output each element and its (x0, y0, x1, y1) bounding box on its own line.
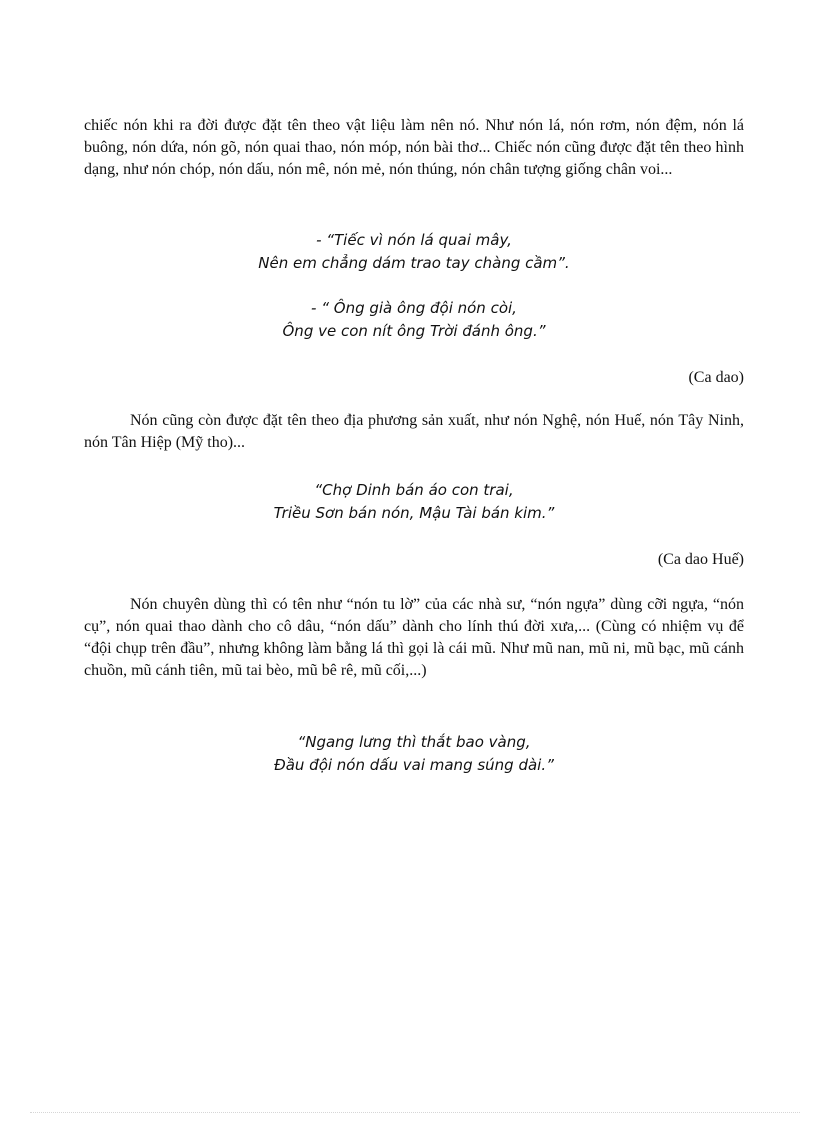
paragraph-text: chiếc nón khi ra đời được đặt tên theo vật liệu làm nên nó. Như nón lá, nón rơm, nón đệm, nón lá buông, nón dứa, nón gõ, nón quai thao, nón móp, nón bài thơ... Chiếc nón cũng được đặt tên theo hình dạng, như nón chóp, nón dấu, nón mê, nón mẻ, nón thúng, nón chân tượng giống chân voi... (84, 117, 744, 178)
paragraph-special-purpose (84, 594, 744, 682)
verse-line: - “ Ông già ông đội nón còi, (311, 299, 517, 317)
source-ca-dao-hue: (Ca dao Huế) (657, 551, 744, 568)
verse-line: - “Tiếc vì nón lá quai mây, (316, 231, 512, 249)
verse-line: Triều Sơn bán nón, Mậu Tài bán kim.” (273, 504, 555, 522)
verse-line: Ông ve con nít ông Trời đánh ông.” (282, 322, 546, 340)
verse-ngang-lung (84, 731, 744, 777)
paragraph-text: Nón chuyên dùng thì có tên như “nón tu lờ” của các nhà sư, “nón ngựa” dùng cỡi ngựa, “nón cụ”, nón quai thao dành cho cô dâu, “nón dấu” dành cho lính thú đời xưa,... (Cùng có nhiệm vụ để “đội chụp trên đầu”, nhưng không làm bằng lá thì gọi là cái mũ. Như mũ nan, mũ ni, mũ bạc, mũ cánh chuồn, mũ cánh tiên, mũ tai bèo, mũ bê rê, mũ cối,...) (84, 596, 744, 679)
source-ca-dao: (Ca dao) (688, 369, 744, 386)
verse-cho-dinh (84, 479, 744, 525)
verse-tiec-vi-non-la (84, 229, 744, 275)
paragraph-text: Nón cũng còn được đặt tên theo địa phương sản xuất, như nón Nghệ, nón Huế, nón Tây Ninh, nón Tân Hiệp (Mỹ tho)... (84, 412, 744, 451)
verse-line: “Ngang lưng thì thắt bao vàng, (297, 733, 531, 751)
paragraph-material-names (84, 115, 744, 181)
verse-ong-gia (84, 297, 744, 343)
page-bottom-divider (30, 1112, 800, 1113)
paragraph-regional-names (84, 410, 744, 454)
verse-line: Nên em chẳng dám trao tay chàng cầm”. (258, 254, 570, 272)
verse-line: Đầu đội nón dấu vai mang súng dài.” (274, 756, 554, 774)
verse-line: “Chợ Dinh bán áo con trai, (314, 481, 514, 499)
